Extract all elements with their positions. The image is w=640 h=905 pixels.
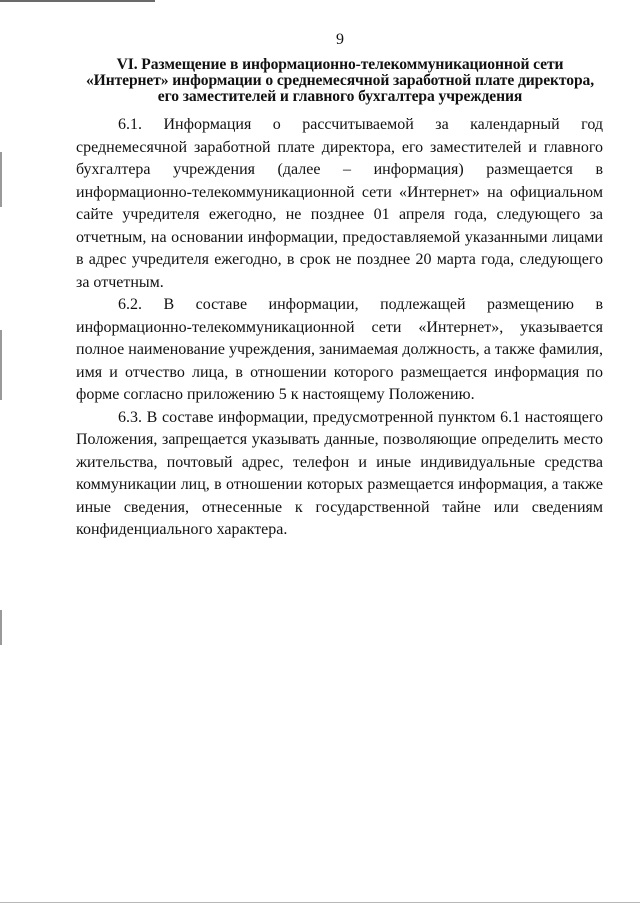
section-heading-line: его заместителей и главного бухгалтера учреждения <box>157 88 523 105</box>
paragraph-6-1: 6.1. Информация о рассчитываемой за календарный год среднемесячной заработной плате директора, его заместителей и главного бухгалтера учреждения (далее – информация) размещается в информационно-телекоммуникационной сети «Интернет» на официальном сайте учредителя ежегодно, не позднее 01 апреля года, следующего за отчетным, на основании информации, предоставляемой указанными лицами в адрес учредителя ежегодно, в срок не позднее 20 марта года, следующего за отчетным. <box>76 116 603 291</box>
scan-edge-top <box>0 0 155 2</box>
page-number: 9 <box>336 31 344 48</box>
section-heading-line: «Интернет» информации о среднемесячной заработной плате директора, <box>85 72 595 89</box>
scan-edge-left <box>0 610 2 645</box>
paragraph-6-2: 6.2. В составе информации, подлежащей размещению в информационно-телекоммуникационной сети «Интернет», указывается полное наименование учреждения, занимаемая должность, а также фамилия, имя и отчество лица, в отношении которого размещается информация по форме согласно приложению 5 к настоящему Положению. <box>76 296 603 403</box>
scan-edge-left <box>0 152 2 207</box>
section-heading <box>70 57 610 105</box>
paragraph-6-3: 6.3. В составе информации, предусмотренной пунктом 6.1 настоящего Положения, запрещается указывать данные, позволяющие определить место жительства, почтовый адрес, телефон и иные индивидуальные средства коммуникации лиц, в отношении которых размещается информация, а также иные сведения, отнесенные к государственной тайне или сведениям конфиденциального характера. <box>76 408 603 538</box>
scan-edge-left <box>0 330 2 400</box>
scan-edge-bottom <box>0 902 640 903</box>
section-heading-line: VI. Размещение в информационно-телекоммуникационной сети <box>116 56 564 73</box>
document-body <box>76 114 603 542</box>
